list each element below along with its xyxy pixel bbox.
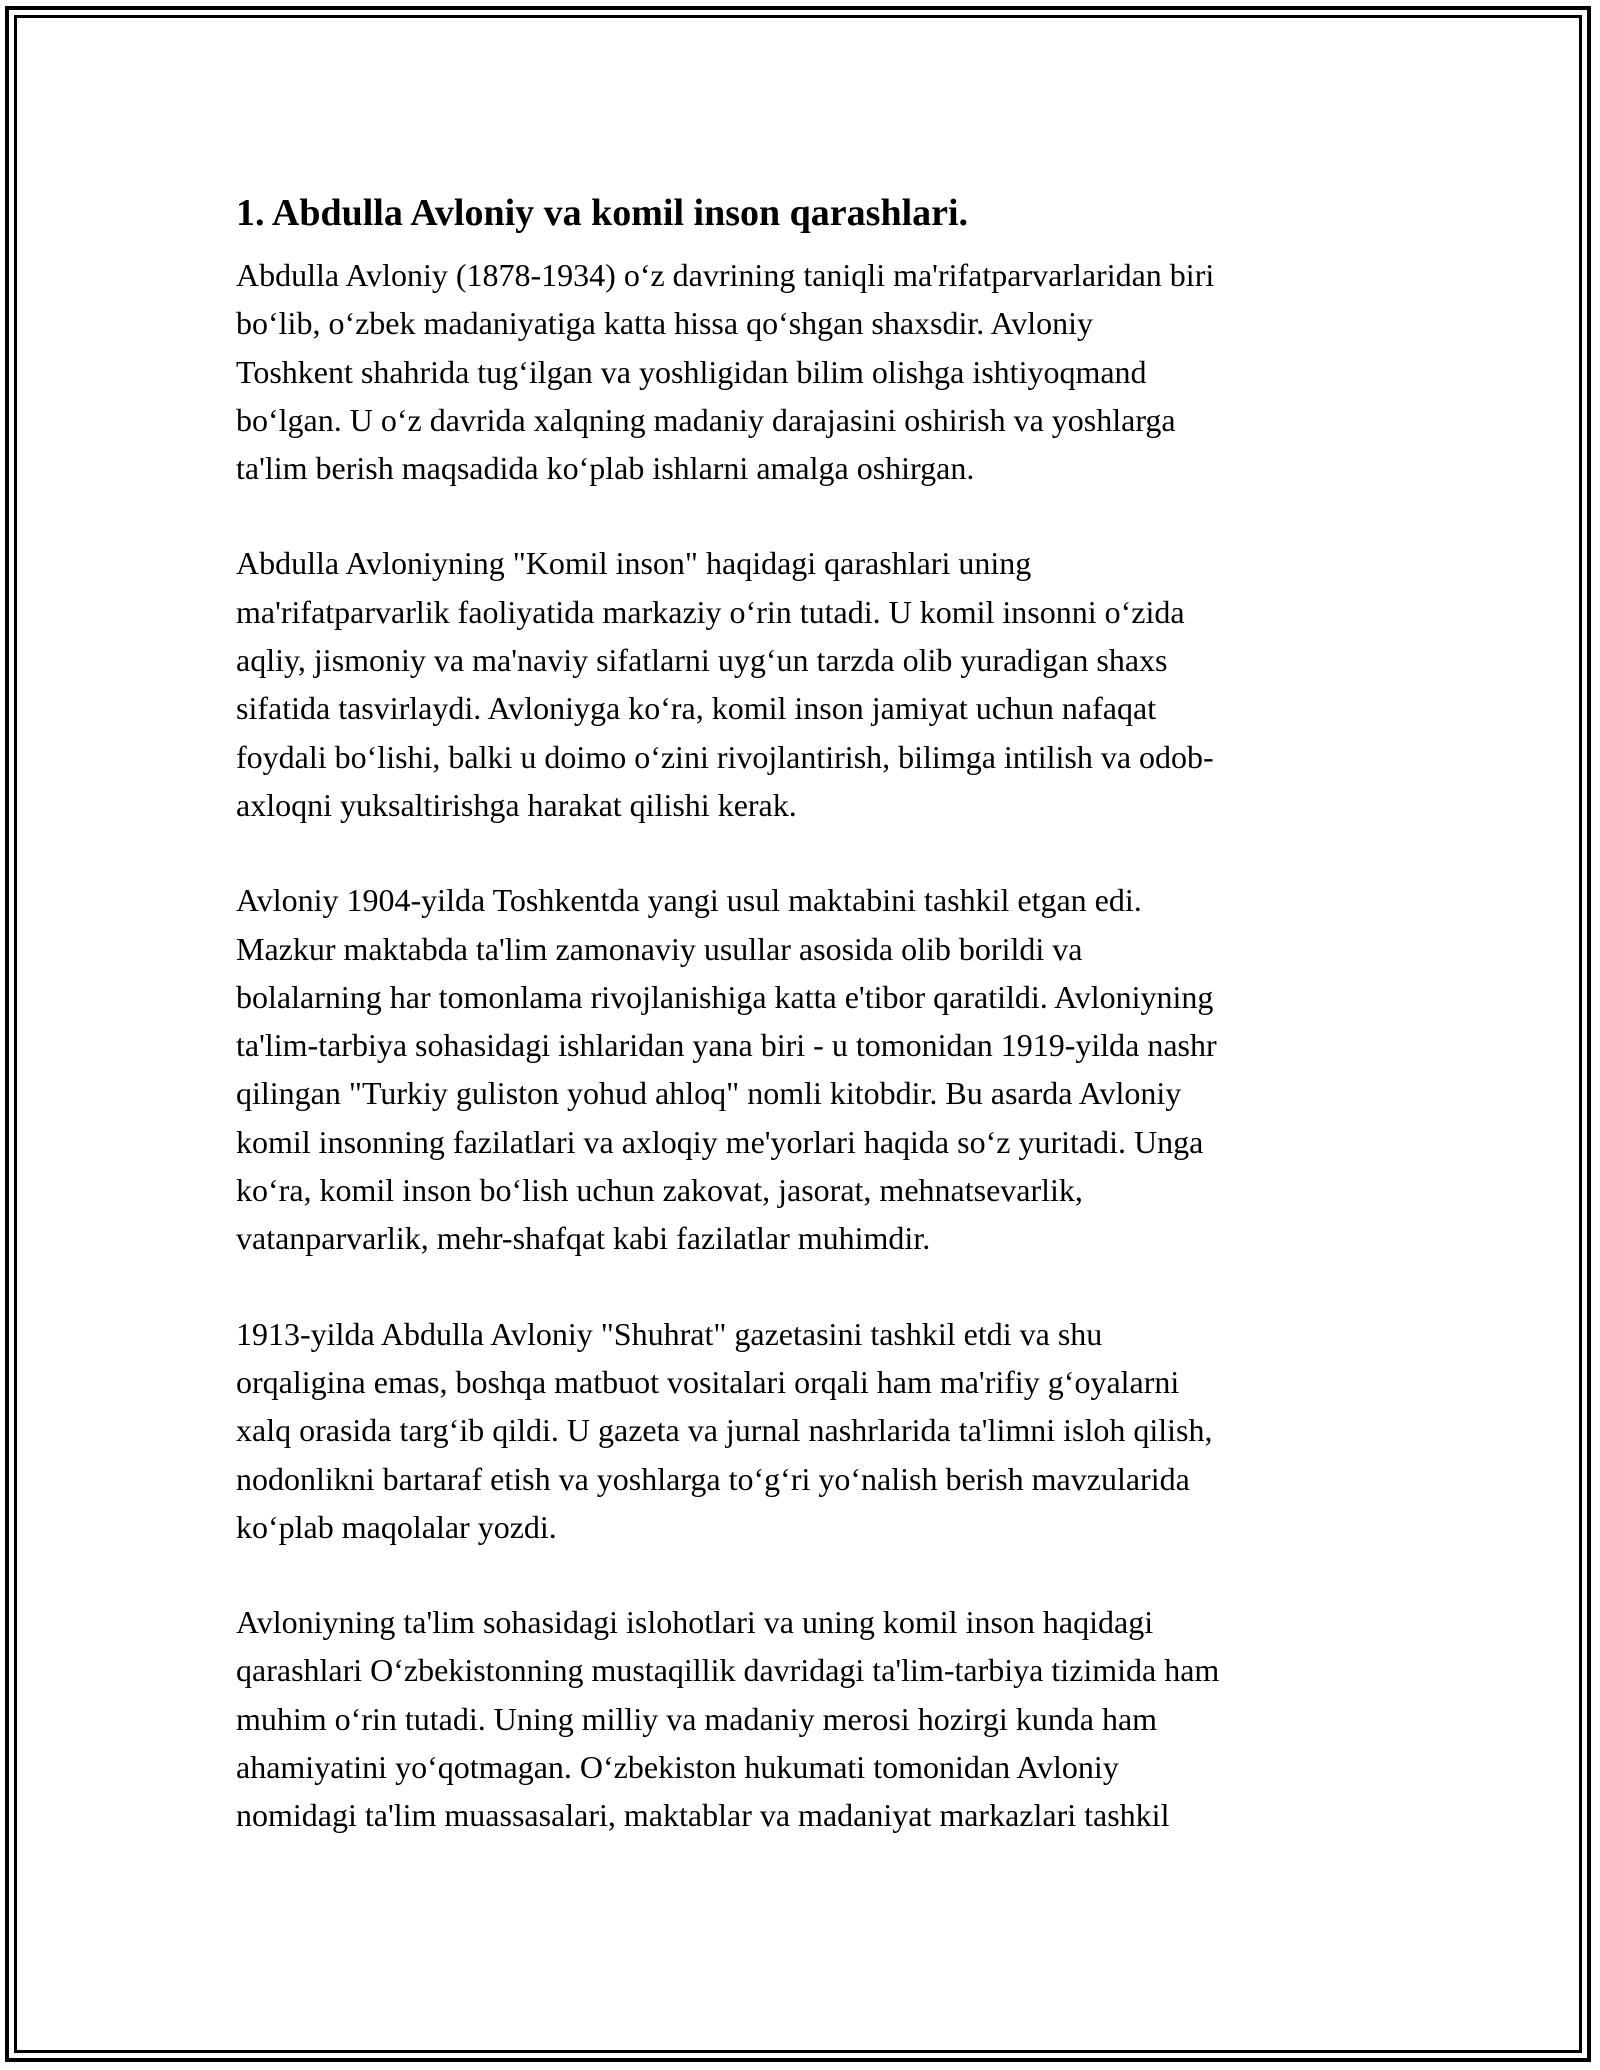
text-line: sifatida tasvirlaydi. Avloniyga ko‘ra, komil inson jamiyat uchun nafaqat xyxy=(236,690,1157,727)
text-line: Mazkur maktabda ta'lim zamonaviy usullar asosida olib borildi va xyxy=(236,930,1083,967)
section-heading: 1. Abdulla Avloniy va komil inson qarashlari. xyxy=(236,192,969,234)
paragraph-intro xyxy=(236,251,1371,492)
text-line: ta'lim berish maqsadida ko‘plab ishlarni amalga oshirgan. xyxy=(236,450,975,487)
text-line: ko‘ra, komil inson bo‘lish uchun zakovat, jasorat, mehnatsevarlik, xyxy=(236,1172,1083,1209)
text-line: qarashlari O‘zbekistonning mustaqillik davridagi ta'lim-tarbiya tizimida ham xyxy=(236,1652,1220,1689)
paragraph-meros xyxy=(236,1598,1371,1839)
text-line: qilingan "Turkiy guliston yohud ahloq" nomli kitobdir. Bu asarda Avloniy xyxy=(236,1075,1182,1112)
text-line: orqaligina emas, boshqa matbuot vositalari orqali ham ma'rifiy g‘oyalarni xyxy=(236,1363,1180,1400)
text-line: Avloniy 1904-yilda Toshkentda yangi usul maktabini tashkil etgan edi. xyxy=(236,882,1142,919)
text-line: vatanparvarlik, mehr-shafqat kabi fazilatlar muhimdir. xyxy=(236,1220,931,1257)
text-line: ma'rifatparvarlik faoliyatida markaziy o‘rin tutadi. U komil insonni o‘zida xyxy=(236,593,1185,630)
text-line: nomidagi ta'lim muassasalari, maktablar va madaniyat markazlari tashkil xyxy=(236,1797,1170,1834)
paragraph-maktab xyxy=(236,876,1371,1262)
text-line: Toshkent shahrida tug‘ilgan va yoshligidan bilim olishga ishtiyoqmand xyxy=(236,353,1147,390)
paragraph-komil-inson xyxy=(236,539,1371,829)
text-line: komil insonning fazilatlari va axloqiy me'yorlari haqida so‘z yuritadi. Unga xyxy=(236,1123,1204,1160)
paragraph-gazeta xyxy=(236,1310,1371,1551)
text-line: Abdulla Avloniy (1878-1934) o‘z davrining taniqli ma'rifatparvarlaridan biri xyxy=(236,257,1215,293)
text-line: aqliy, jismoniy va ma'naviy sifatlarni uyg‘un tarzda olib yuradigan shaxs xyxy=(236,642,1168,679)
text-line: xalq orasida targ‘ib qildi. U gazeta va jurnal nashrlarida ta'limni isloh qilish, xyxy=(236,1412,1213,1449)
text-line: axloqni yuksaltirishga harakat qilishi kerak. xyxy=(236,786,797,823)
text-line: nodonlikni bartaraf etish va yoshlarga to‘g‘ri yo‘nalish berish mavzularida xyxy=(236,1460,1190,1497)
text-line: 1913-yilda Abdulla Avloniy "Shuhrat" gazetasini tashkil etdi va shu xyxy=(236,1315,1103,1352)
text-line: ta'lim-tarbiya sohasidagi ishlaridan yana biri - u tomonidan 1919-yilda nashr xyxy=(236,1027,1217,1064)
document-body xyxy=(236,188,1371,1840)
text-line: Abdulla Avloniyning "Komil inson" haqidagi qarashlari uning xyxy=(236,545,1032,582)
text-line: Avloniyning ta'lim sohasidagi islohotlari va uning komil inson haqidagi xyxy=(236,1604,1154,1641)
text-line: bo‘lib, o‘zbek madaniyatiga katta hissa qo‘shgan shaxsdir. Avloniy xyxy=(236,305,1094,342)
text-line: bo‘lgan. U o‘z davrida xalqning madaniy darajasini oshirish va yoshlarga xyxy=(236,401,1176,438)
text-line: ko‘plab maqolalar yozdi. xyxy=(236,1508,557,1545)
text-line: bolalarning har tomonlama rivojlanishiga katta e'tibor qaratildi. Avloniyning xyxy=(236,978,1214,1015)
text-line: muhim o‘rin tutadi. Uning milliy va madaniy merosi hozirgi kunda ham xyxy=(236,1700,1158,1737)
text-line: ahamiyatini yo‘qotmagan. O‘zbekiston hukumati tomonidan Avloniy xyxy=(236,1749,1119,1786)
text-line: foydali bo‘lishi, balki u doimo o‘zini rivojlantirish, bilimga intilish va odob- xyxy=(236,738,1214,775)
